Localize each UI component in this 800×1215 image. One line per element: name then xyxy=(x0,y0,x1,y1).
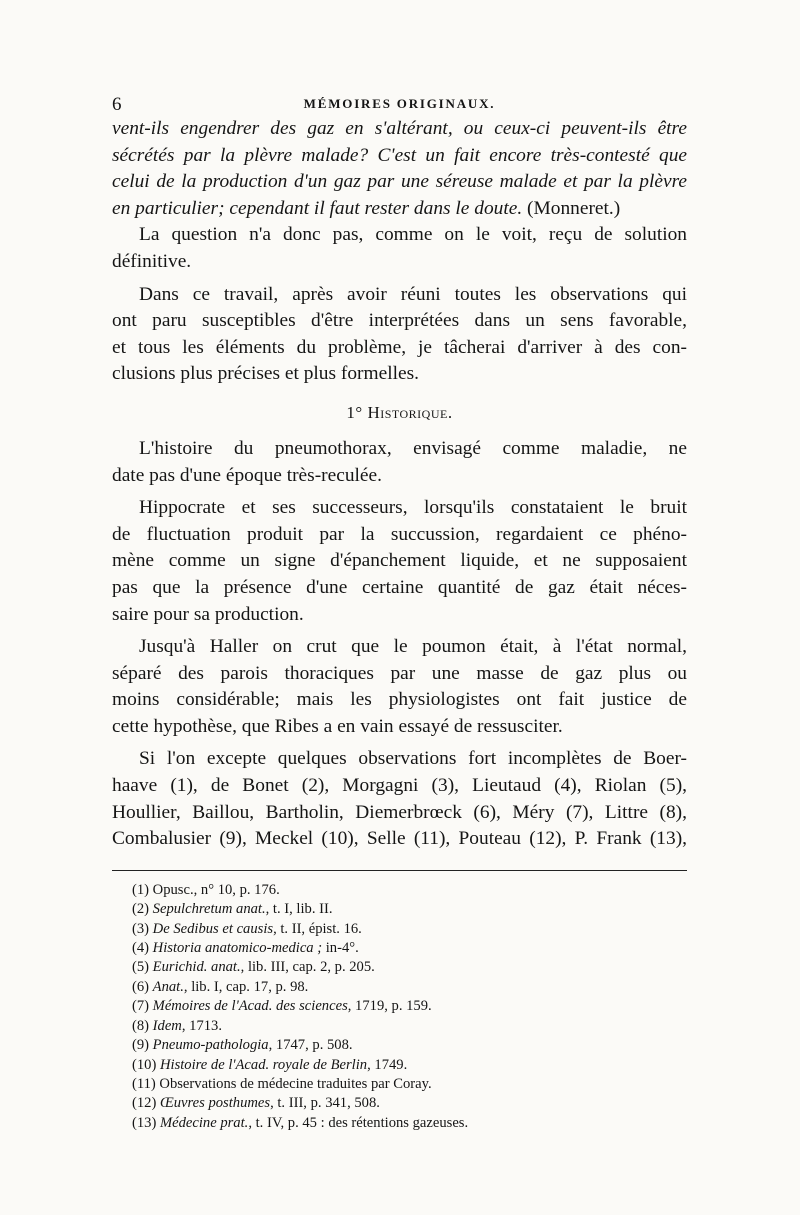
text-line: La question n'a donc pas, comme on le voit, reçu de solution xyxy=(139,224,687,246)
quote-attribution: (Monneret.) xyxy=(527,197,621,219)
text-line: séparé des parois thoraciques par une masse de gaz plus ou xyxy=(112,662,687,684)
footnote-mark: (4) xyxy=(132,940,153,957)
text-line: L'histoire du pneumothorax, envisagé comme maladie, ne xyxy=(139,437,687,459)
footnote xyxy=(112,900,687,919)
footnote-mark: (3) xyxy=(132,920,153,937)
footnote-title: Eurichid. anat. xyxy=(152,959,241,976)
quote-line: vent-ils engendrer des gaz en s'altérant, ou ceux-ci peuvent-ils être xyxy=(112,118,687,139)
footnote-text: , 1747, p. 508. xyxy=(268,1037,353,1054)
text-line: Si l'on excepte quelques observations fort incomplètes de Boer- xyxy=(139,748,687,770)
text-line: haave (1), de Bonet (2), Morgagni (3), Lieutaud (4), Riolan (5), xyxy=(112,775,687,797)
footnote-mark: (5) xyxy=(132,959,153,976)
page-number: 6 xyxy=(112,94,122,115)
footnote xyxy=(112,1114,687,1133)
footnote-text: Observations de médecine traduites par Coray. xyxy=(159,1075,432,1092)
footnote-mark: (2) xyxy=(132,901,153,918)
page-header xyxy=(112,92,687,116)
footnote xyxy=(112,939,687,958)
paragraph xyxy=(112,634,687,740)
footnotes xyxy=(112,881,687,1133)
section-number: 1° xyxy=(346,402,363,422)
quote-block xyxy=(112,116,687,222)
text-line: Dans ce travail, après avoir réuni toutes les observations qui xyxy=(139,283,687,305)
footnote xyxy=(112,1036,687,1055)
footnote-mark: (10) xyxy=(132,1056,160,1073)
section-title: Historique. xyxy=(367,402,453,422)
paragraph xyxy=(112,495,687,628)
text-line: mène comme un signe d'épanchement liquide, et ne supposaient xyxy=(112,550,687,572)
section-heading xyxy=(112,400,687,426)
text-line: de fluctuation produit par la succussion, regardaient ce phéno- xyxy=(112,523,687,545)
text-line: saire pour sa production. xyxy=(112,603,304,625)
paragraph xyxy=(112,222,687,275)
footnote-text: , t. I, lib. II. xyxy=(265,901,333,918)
text-line: Jusqu'à Haller on crut que le poumon était, à l'état normal, xyxy=(139,636,687,658)
footnote-text: , t. III, p. 341, 508. xyxy=(270,1095,380,1112)
footnote-text: , 1749. xyxy=(367,1056,408,1073)
quote-line: sécrétés par la plèvre malade? C'est un fait encore très-contesté que xyxy=(112,144,687,166)
footnote-divider xyxy=(112,870,687,871)
footnote-title: Sepulchretum anat. xyxy=(152,901,266,918)
text-line: ont paru susceptibles d'être interprétées dans un sens favorable, xyxy=(112,310,687,332)
footnote xyxy=(112,881,687,900)
text-line: clusions plus précises et plus formelles. xyxy=(112,363,419,385)
footnote xyxy=(112,997,687,1016)
footnote-mark: (13) xyxy=(132,1114,160,1131)
text-line: cette hypothèse, que Ribes a en vain essayé de ressusciter. xyxy=(112,715,563,737)
footnote-mark: (9) xyxy=(132,1037,153,1054)
footnote-mark: (12) xyxy=(132,1095,160,1112)
footnote-text: , 1719, p. 159. xyxy=(347,998,432,1015)
footnote-mark: (1) xyxy=(132,881,153,898)
footnote-title: Œuvres posthumes xyxy=(159,1095,271,1112)
footnote-title: De Sedibus et causis xyxy=(152,920,274,937)
footnote-text: , lib. I, cap. 17, p. 98. xyxy=(183,978,309,995)
footnote-title: Médecine prat. xyxy=(159,1114,249,1131)
footnote xyxy=(112,1075,687,1094)
footnote-text: , 1713. xyxy=(181,1017,222,1034)
text-line: Combalusier (9), Meckel (10), Selle (11), Pouteau (12), P. Frank (13), xyxy=(112,828,687,850)
text-line: date pas d'une époque très-reculée. xyxy=(112,464,382,486)
footnote-text: in-4°. xyxy=(322,940,359,957)
paragraph xyxy=(112,436,687,489)
footnote-text: , lib. III, cap. 2, p. 205. xyxy=(240,959,375,976)
footnote-text: Opusc., n° 10, p. 176. xyxy=(152,881,280,898)
footnote-mark: (7) xyxy=(132,998,153,1015)
quote-line-text: en particulier; cependant il faut rester dans le doute. xyxy=(112,197,523,219)
quote-line-last xyxy=(112,196,687,223)
footnote-title: Historia anatomico-medica ; xyxy=(152,940,323,957)
footnote xyxy=(112,1017,687,1036)
footnote xyxy=(112,1094,687,1113)
footnote xyxy=(112,920,687,939)
text-line: pas que la présence d'une certaine quantité de gaz était néces- xyxy=(112,576,687,598)
footnote-title: Anat. xyxy=(152,978,184,995)
running-title: MÉMOIRES ORIGINAUX. xyxy=(303,96,496,111)
footnote-title: Mémoires de l'Acad. des sciences xyxy=(152,998,348,1015)
footnote xyxy=(112,958,687,977)
footnote-mark: (11) xyxy=(132,1075,160,1092)
text-line: et tous les éléments du problème, je tâcherai d'arriver à des con- xyxy=(112,336,687,358)
paragraph xyxy=(112,282,687,388)
text-line: Hippocrate et ses successeurs, lorsqu'ils constataient le bruit xyxy=(139,497,687,519)
footnote xyxy=(112,978,687,997)
footnote-title: Pneumo-pathologia xyxy=(152,1037,269,1054)
footnote xyxy=(112,1056,687,1075)
text-line: définitive. xyxy=(112,250,192,272)
book-page xyxy=(112,92,687,1133)
footnote-title: Idem xyxy=(152,1017,182,1034)
quote-line: celui de la production d'un gaz par une séreuse malade et par la plèvre xyxy=(112,171,687,193)
footnote-title: Histoire de l'Acad. royale de Berlin xyxy=(159,1056,368,1073)
text-line: Houllier, Baillou, Bartholin, Diemerbrœck (6), Méry (7), Littre (8), xyxy=(112,801,687,823)
text-line: moins considérable; mais les physiologistes ont fait justice de xyxy=(112,689,687,711)
footnote-mark: (8) xyxy=(132,1017,153,1034)
paragraph xyxy=(112,746,687,852)
footnote-mark: (6) xyxy=(132,978,153,995)
footnote-text: , t. IV, p. 45 : des rétentions gazeuses. xyxy=(248,1114,469,1131)
footnote-text: , t. II, épist. 16. xyxy=(273,920,362,937)
